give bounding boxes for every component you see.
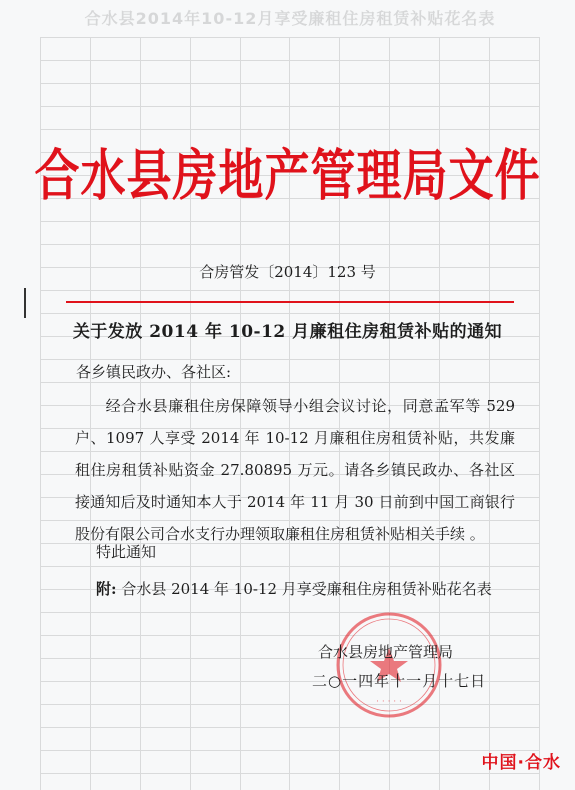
bleed-cell xyxy=(90,751,140,774)
bleed-cell xyxy=(140,613,190,636)
bleed-cell xyxy=(240,682,290,705)
bleed-cell xyxy=(190,705,240,728)
bleed-cell xyxy=(190,636,240,659)
bleed-cell xyxy=(90,705,140,728)
bleed-cell xyxy=(41,590,91,613)
bleed-cell xyxy=(290,61,340,84)
bleed-cell xyxy=(490,38,540,61)
bleed-cell xyxy=(190,61,240,84)
bleed-row xyxy=(41,222,540,245)
bleed-cell xyxy=(490,659,540,682)
bleed-cell xyxy=(440,107,490,130)
bleed-cell xyxy=(140,659,190,682)
bleed-cell xyxy=(190,38,240,61)
bleed-cell xyxy=(90,61,140,84)
bleed-cell xyxy=(490,705,540,728)
bleed-cell xyxy=(390,751,440,774)
bleed-cell xyxy=(340,61,390,84)
special-notice: 特此通知 xyxy=(96,543,157,561)
bleed-cell xyxy=(340,774,390,790)
bleed-cell xyxy=(140,682,190,705)
bleed-cell xyxy=(240,659,290,682)
bleed-cell xyxy=(490,590,540,613)
bleed-row xyxy=(41,751,540,774)
issue-date: 二○一四年十一月十七日 xyxy=(312,672,487,690)
bleed-cell xyxy=(90,636,140,659)
bleed-cell xyxy=(440,774,490,790)
bleed-cell xyxy=(290,751,340,774)
bleed-cell xyxy=(340,38,390,61)
bleed-cell xyxy=(41,84,91,107)
bleed-cell xyxy=(290,705,340,728)
bleed-cell xyxy=(290,360,340,383)
bleed-cell xyxy=(41,728,91,751)
bleed-cell xyxy=(490,567,540,590)
bleed-cell xyxy=(140,84,190,107)
bleed-row xyxy=(41,84,540,107)
bleed-cell xyxy=(440,222,490,245)
bleed-cell xyxy=(340,360,390,383)
bleed-cell xyxy=(290,84,340,107)
bleed-cell xyxy=(240,636,290,659)
bleed-cell xyxy=(240,360,290,383)
bleed-cell xyxy=(240,107,290,130)
bleed-cell xyxy=(41,222,91,245)
bleed-cell xyxy=(41,636,91,659)
bleed-cell xyxy=(90,728,140,751)
document-number: 合房管发〔2014〕123 号 xyxy=(199,263,376,281)
bleed-cell xyxy=(140,222,190,245)
bleed-row xyxy=(41,705,540,728)
site-watermark: 中国·合水 xyxy=(481,753,561,773)
bleed-row xyxy=(41,61,540,84)
notice-body xyxy=(75,390,515,550)
bleed-row xyxy=(41,38,540,61)
bleed-cell xyxy=(41,682,91,705)
bleed-cell xyxy=(340,751,390,774)
svg-text:· · · · ·: · · · · · xyxy=(376,697,402,707)
bleed-cell xyxy=(390,222,440,245)
bleed-cell xyxy=(90,659,140,682)
bleed-cell xyxy=(90,682,140,705)
bleed-cell xyxy=(290,107,340,130)
binding-mark xyxy=(24,288,26,318)
bleed-cell xyxy=(490,84,540,107)
bleed-cell xyxy=(240,61,290,84)
bleed-cell xyxy=(490,61,540,84)
bleed-cell xyxy=(240,751,290,774)
bleed-cell xyxy=(190,682,240,705)
bleed-cell xyxy=(140,38,190,61)
bleed-cell xyxy=(440,38,490,61)
bleed-cell xyxy=(390,38,440,61)
bleed-cell xyxy=(140,107,190,130)
bleed-row xyxy=(41,107,540,130)
bleed-cell xyxy=(490,682,540,705)
bleed-cell xyxy=(440,613,490,636)
document-red-header: 合水县房地产管理局文件 xyxy=(34,143,541,208)
bleed-cell xyxy=(490,107,540,130)
bleed-cell xyxy=(190,774,240,790)
bleed-row xyxy=(41,774,540,790)
bleed-cell xyxy=(190,728,240,751)
bleed-cell xyxy=(390,84,440,107)
bleed-cell xyxy=(490,613,540,636)
bleed-cell xyxy=(190,107,240,130)
bleed-cell xyxy=(41,659,91,682)
bleed-cell xyxy=(240,728,290,751)
bleed-cell xyxy=(41,61,91,84)
bleed-through-title: 合水县2014年10-12月享受廉租住房租赁补贴花名表 xyxy=(84,9,496,28)
bleed-row xyxy=(41,613,540,636)
bleed-cell xyxy=(240,613,290,636)
bleed-cell xyxy=(290,613,340,636)
bleed-cell xyxy=(90,774,140,790)
bleed-cell xyxy=(190,613,240,636)
bleed-cell xyxy=(340,728,390,751)
attachment-text: 合水县 2014 年 10-12 月享受廉租住房租赁补贴花名表 xyxy=(116,580,492,598)
salutation: 各乡镇民政办、各社区: xyxy=(76,363,232,381)
bleed-cell xyxy=(290,774,340,790)
bleed-cell xyxy=(41,38,91,61)
bleed-cell xyxy=(41,751,91,774)
notice-title: 关于发放 2014 年 10-12 月廉租住房租赁补贴的通知 xyxy=(72,322,503,342)
bleed-cell xyxy=(240,38,290,61)
bleed-cell xyxy=(340,222,390,245)
bleed-cell xyxy=(390,61,440,84)
bleed-cell xyxy=(390,360,440,383)
bleed-cell xyxy=(140,774,190,790)
bleed-cell xyxy=(440,360,490,383)
bleed-cell xyxy=(290,38,340,61)
bleed-cell xyxy=(140,61,190,84)
bleed-cell xyxy=(390,107,440,130)
bleed-cell xyxy=(240,774,290,790)
bleed-cell xyxy=(140,751,190,774)
bleed-cell xyxy=(41,705,91,728)
bleed-cell xyxy=(190,84,240,107)
bleed-cell xyxy=(90,84,140,107)
bleed-cell xyxy=(490,636,540,659)
bleed-cell xyxy=(140,705,190,728)
bleed-cell xyxy=(390,774,440,790)
bleed-cell xyxy=(290,728,340,751)
bleed-cell xyxy=(41,613,91,636)
attachment-line xyxy=(96,578,492,599)
bleed-cell xyxy=(190,222,240,245)
bleed-cell xyxy=(41,107,91,130)
bleed-row xyxy=(41,636,540,659)
bleed-cell xyxy=(490,360,540,383)
notice-body-text: 经合水县廉租住房保障领导小组会议讨论，同意孟军等 529 户、1097 人享受 2014 年 10-12 月廉租住房租赁补贴，共发廉租住房租赁补贴资金 27.80895 万元。请各乡镇民政办、各社区接通知后及时通知本人于 2014 年 11 月 30 日前到中国工商银行股份有限公司合水支行办理领取廉租住房租赁补贴相关手续 。 xyxy=(75,397,515,543)
bleed-cell xyxy=(90,613,140,636)
bleed-cell xyxy=(390,728,440,751)
bleed-cell xyxy=(90,222,140,245)
red-divider-line xyxy=(66,301,514,303)
bleed-cell xyxy=(90,107,140,130)
bleed-cell xyxy=(440,61,490,84)
bleed-cell xyxy=(290,222,340,245)
bleed-cell xyxy=(41,567,91,590)
bleed-cell xyxy=(140,728,190,751)
bleed-row xyxy=(41,728,540,751)
bleed-cell xyxy=(90,38,140,61)
bleed-cell xyxy=(140,636,190,659)
bleed-cell xyxy=(190,751,240,774)
bleed-cell xyxy=(440,84,490,107)
bleed-cell xyxy=(41,774,91,790)
bleed-cell xyxy=(190,659,240,682)
bleed-cell xyxy=(240,84,290,107)
bleed-cell xyxy=(240,705,290,728)
bleed-cell xyxy=(340,84,390,107)
attachment-label: 附: xyxy=(96,580,117,598)
bleed-cell xyxy=(490,222,540,245)
bleed-cell xyxy=(490,774,540,790)
bleed-cell xyxy=(240,222,290,245)
official-seal xyxy=(334,610,444,720)
bleed-cell xyxy=(340,107,390,130)
issuer-name: 合水县房地产管理局 xyxy=(318,643,454,661)
bleed-cell xyxy=(440,705,490,728)
